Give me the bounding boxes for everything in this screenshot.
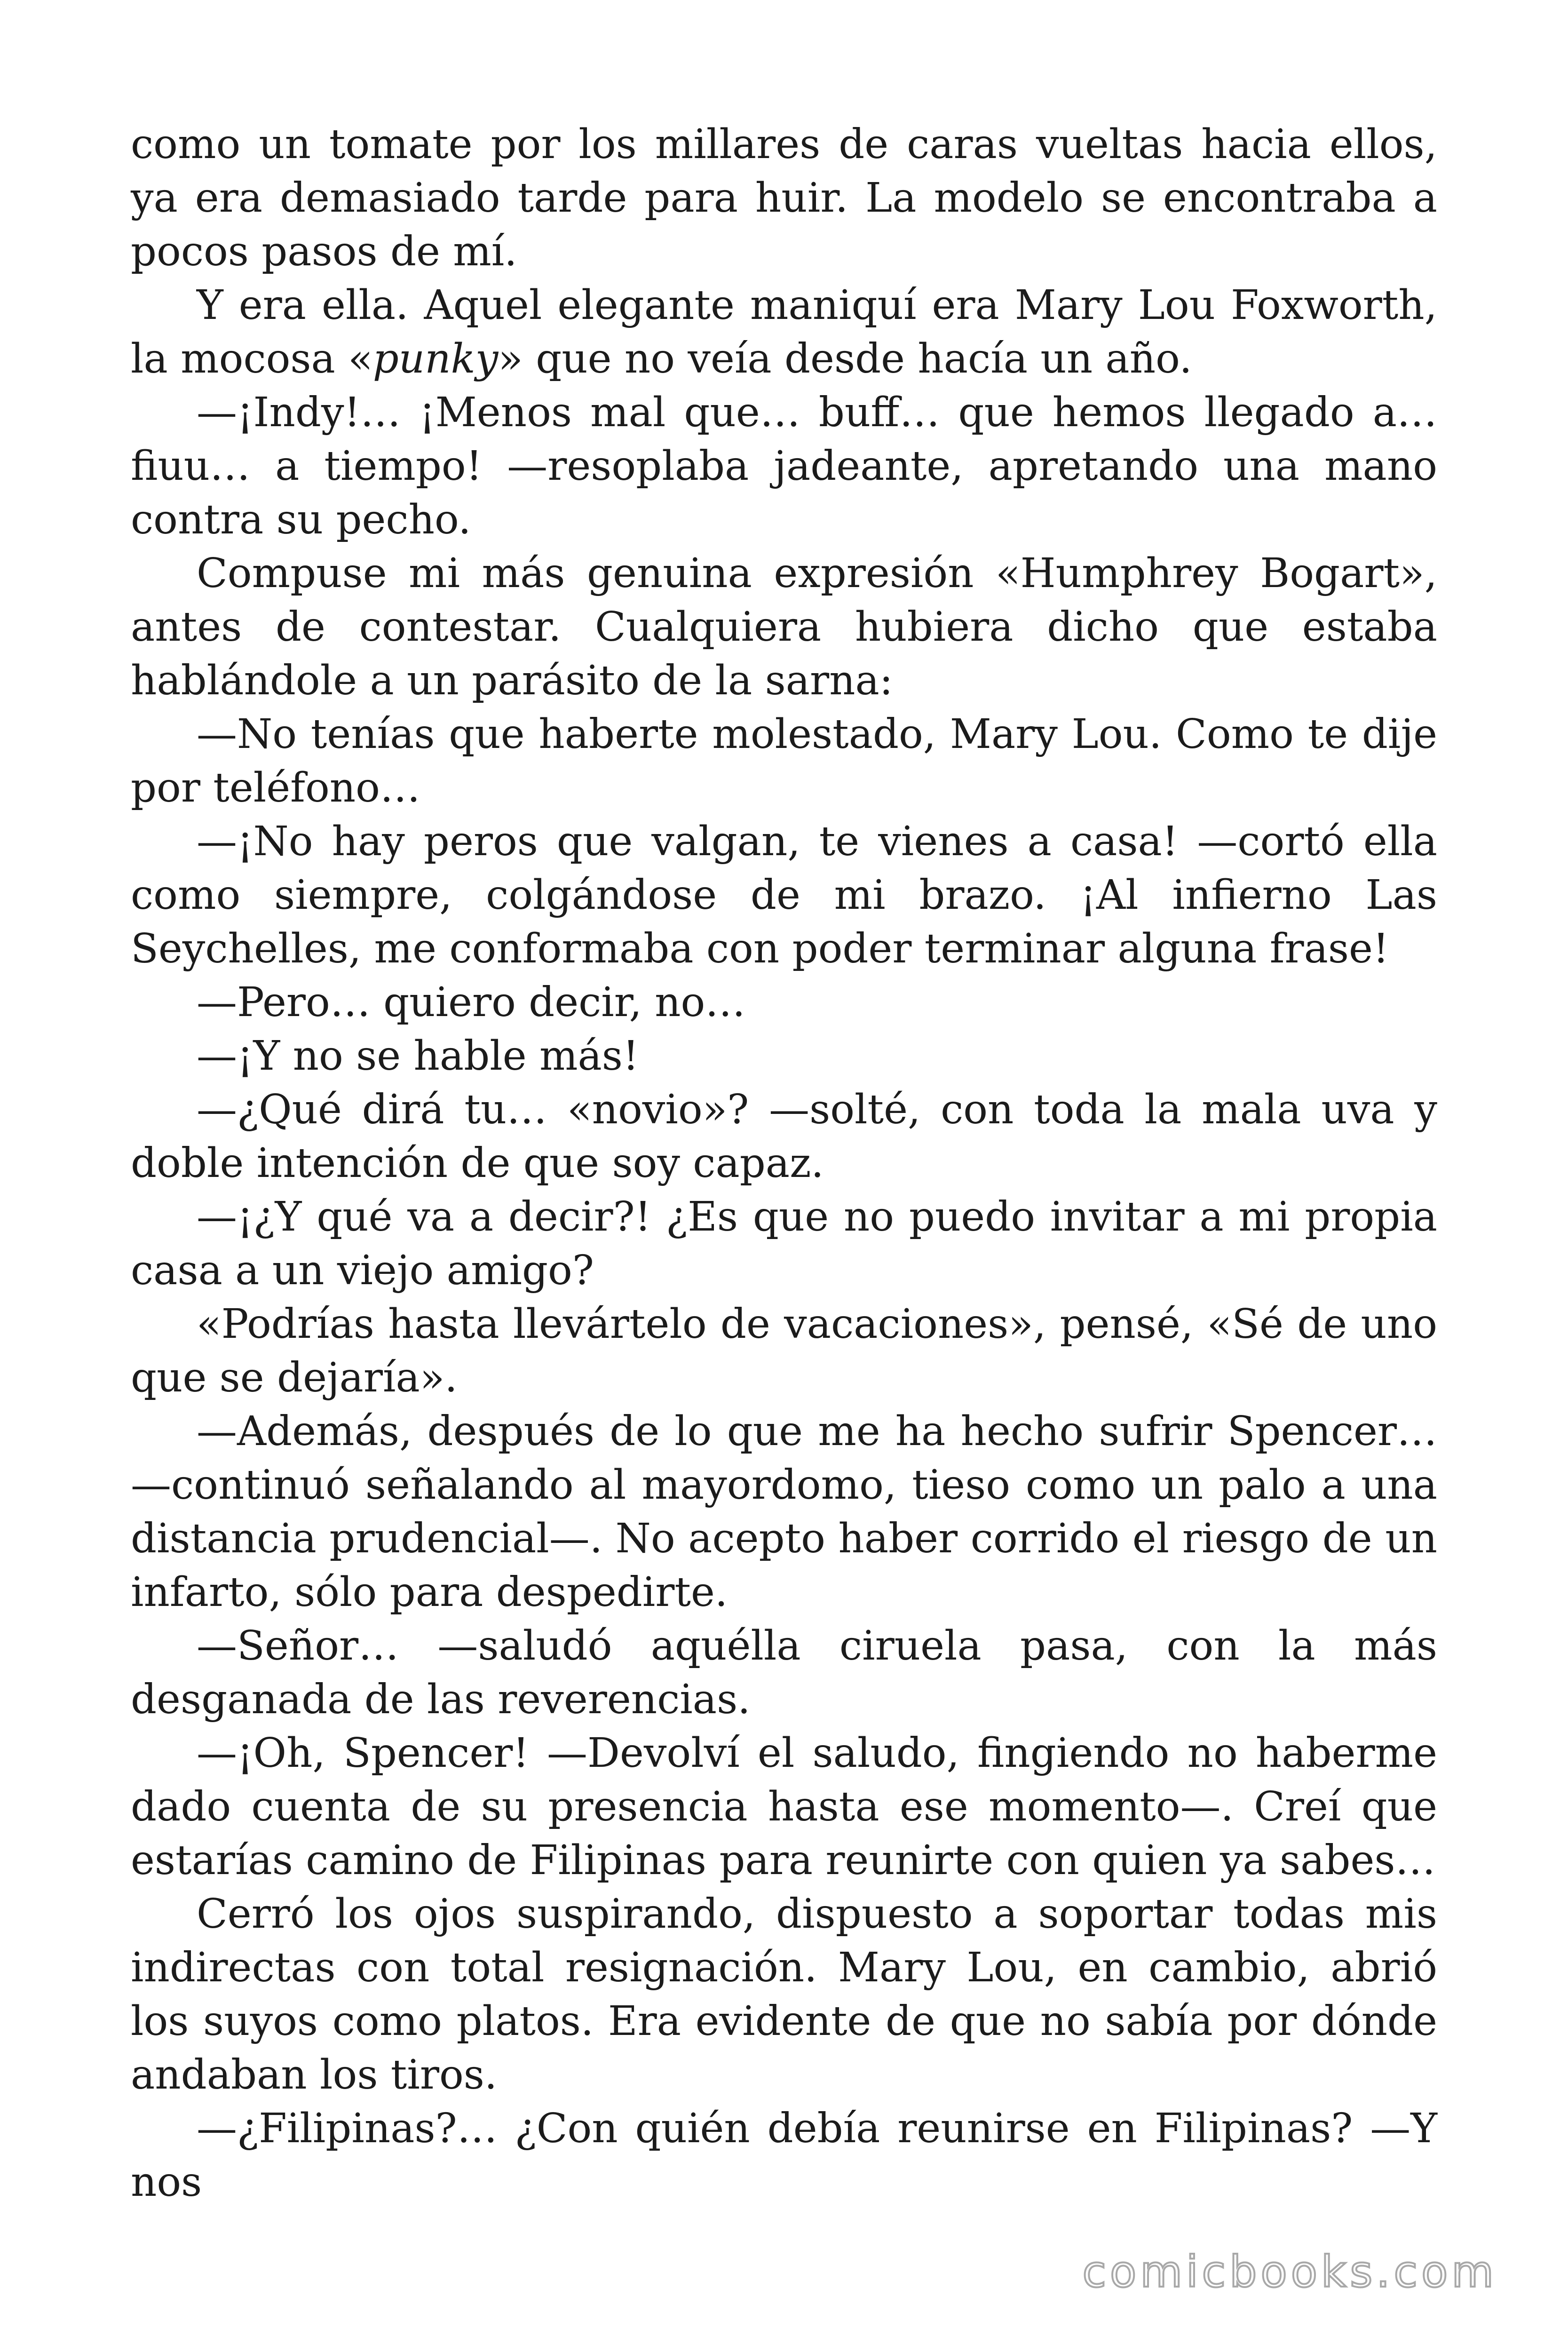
paragraph-text: » que no veía desde hacía un año. — [498, 335, 1192, 382]
paragraph: Compuse mi más genuina expresión «Humphrey Bogart», antes de contestar. Cualquiera hubiera dicho que estaba hablándole a un parásito de la sarna: — [131, 550, 1437, 704]
paragraph-text: Y era ella. Aquel elegante maniquí era Mary Lou Foxworth, la mocosa « — [131, 282, 1437, 382]
paragraph: Cerró los ojos suspirando, dispuesto a soportar todas mis indirectas con total resignación. Mary Lou, en cambio, abrió los suyos como platos. Era evidente de que no sabía por dónde andaban los tiros. — [131, 1891, 1437, 2098]
paragraph: —Pero… quiero decir, no… — [197, 979, 746, 1026]
italic-word: punky — [372, 335, 499, 382]
paragraph: —¿Filipinas?… ¿Con quién debía reunirse en Filipinas? —Y nos — [131, 2105, 1437, 2206]
paragraph: —No tenías que haberte molestado, Mary Lou. Como te dije por teléfono… — [131, 711, 1437, 811]
paragraph: «Podrías hasta llevártelo de vacaciones», pensé, «Sé de uno que se dejaría». — [131, 1301, 1437, 1401]
paragraph: —¡Indy!… ¡Menos mal que… buff… que hemos llegado a… fiuu… a tiempo! —resoplaba jadeante, apretando una mano contra su pecho. — [131, 389, 1437, 543]
paragraph: —¡Oh, Spencer! —Devolví el saludo, fingiendo no haberme dado cuenta de su presencia hasta ese momento—. Creí que estarías camino de Filipinas para reunirte con quien ya sabes… — [131, 1730, 1437, 1884]
paragraph: —¡No hay peros que valgan, te vienes a casa! —cortó ella como siempre, colgándose de mi brazo. ¡Al infierno Las Seychelles, me conformaba con poder terminar alguna frase! — [131, 818, 1437, 972]
paragraph: como un tomate por los millares de caras vueltas hacia ellos, ya era demasiado tarde para huir. La modelo se encontraba a pocos pasos de mí. — [131, 121, 1437, 275]
paragraph: —Además, después de lo que me ha hecho sufrir Spencer… —continuó señalando al mayordomo, tieso como un palo a una distancia prudencial—. No acepto haber corrido el riesgo de un infarto, sólo para despedirte. — [131, 1408, 1437, 1616]
paragraph: —Señor… —saludó aquélla ciruela pasa, con la más desganada de las reverencias. — [131, 1622, 1437, 1723]
paragraph: —¡¿Y qué va a decir?! ¿Es que no puedo invitar a mi propia casa a un viejo amigo? — [131, 1193, 1437, 1294]
paragraph: —¿Qué dirá tu… «novio»? —solté, con toda la mala uva y doble intención de que soy capaz. — [131, 1086, 1437, 1187]
paragraph: —¡Y no se hable más! — [197, 1033, 639, 1080]
watermark: comicbooks.com — [1082, 2247, 1497, 2297]
paragraph — [131, 278, 1437, 386]
book-page-text — [131, 118, 1437, 2209]
